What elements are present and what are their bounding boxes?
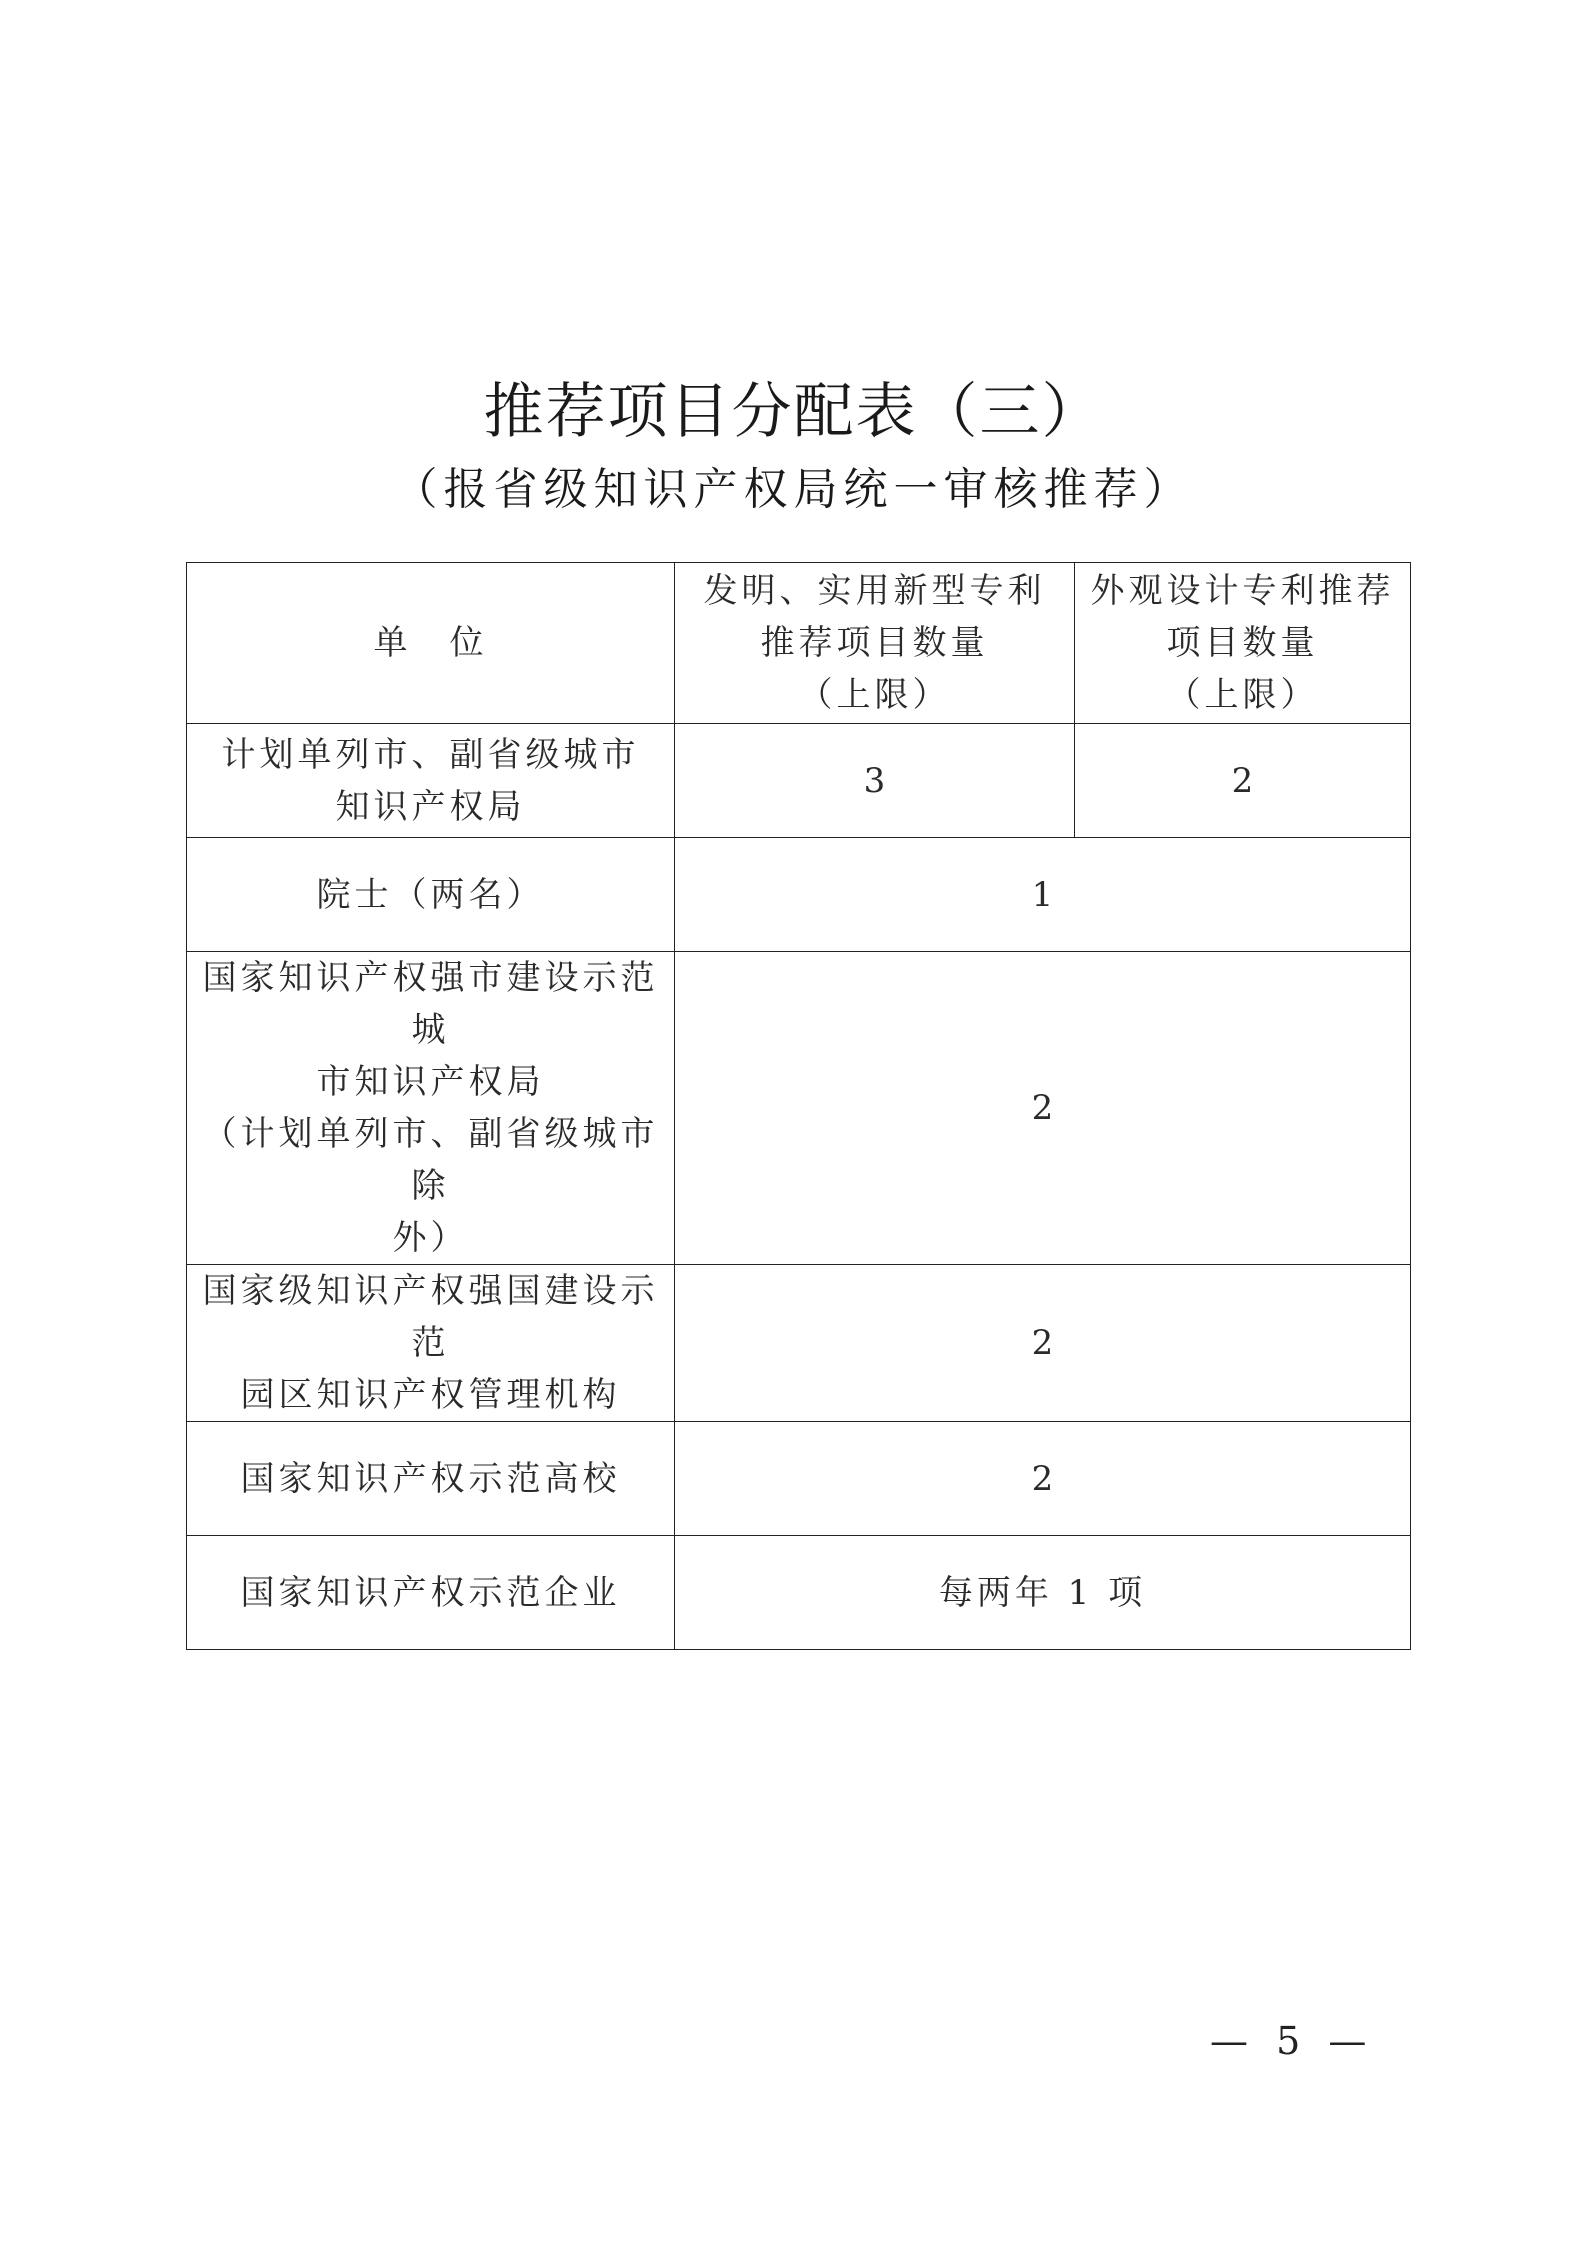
row-unit	[187, 952, 675, 1265]
row-combined-value: 2	[675, 952, 1411, 1265]
row-unit-line: 知识产权局	[335, 786, 526, 827]
header-invention-quota	[675, 563, 1075, 724]
row-unit-line: 院士（两名）	[316, 874, 545, 915]
row-unit-line: 国家知识产权示范企业	[240, 1572, 621, 1613]
allocation-table	[186, 562, 1411, 1650]
row-unit-line: （计划单列市、副省级城市除	[202, 1114, 659, 1206]
header-design-line: （上限）	[1166, 675, 1319, 715]
row-unit-line: 国家知识产权强市建设示范城	[202, 958, 659, 1050]
page-number: — 5 —	[1210, 2019, 1375, 2063]
row-unit-line: 国家知识产权示范高校	[240, 1458, 621, 1499]
row-combined-value: 每两年 1 项	[675, 1536, 1411, 1650]
row-unit-line: 国家级知识产权强国建设示范	[202, 1271, 659, 1363]
table-row	[187, 724, 1411, 838]
row-unit-line: 园区知识产权管理机构	[240, 1375, 621, 1415]
table-row	[187, 838, 1411, 952]
row-unit	[187, 838, 675, 952]
row-unit	[187, 724, 675, 838]
page-title: 推荐项目分配表（三）	[483, 377, 1104, 447]
row-invention-value: 3	[675, 724, 1075, 838]
header-invention-line: 发明、实用新型专利	[703, 571, 1046, 611]
header-design-quota	[1075, 563, 1411, 724]
header-invention-line: 推荐项目数量	[760, 623, 989, 663]
header-invention-line: （上限）	[798, 675, 951, 715]
row-design-value: 2	[1075, 724, 1411, 838]
row-combined-value: 1	[675, 838, 1411, 952]
row-unit	[187, 1422, 675, 1536]
table-row	[187, 1422, 1411, 1536]
header-unit: 单 位	[187, 563, 675, 724]
table-row	[187, 1265, 1411, 1422]
row-combined-value: 2	[675, 1265, 1411, 1422]
row-unit	[187, 1536, 675, 1650]
row-unit	[187, 1265, 675, 1422]
header-design-line: 外观设计专利推荐	[1090, 571, 1395, 611]
row-unit-line: 市知识产权局	[316, 1062, 545, 1102]
table-header-row	[187, 563, 1411, 724]
row-unit-line: 计划单列市、副省级城市	[221, 734, 640, 775]
row-unit-line: 外）	[392, 1218, 469, 1258]
table-row	[187, 952, 1411, 1265]
row-combined-value: 2	[675, 1422, 1411, 1536]
table-row	[187, 1536, 1411, 1650]
header-design-line: 项目数量	[1166, 623, 1319, 663]
page-subtitle: （报省级知识产权局统一审核推荐）	[393, 464, 1194, 515]
